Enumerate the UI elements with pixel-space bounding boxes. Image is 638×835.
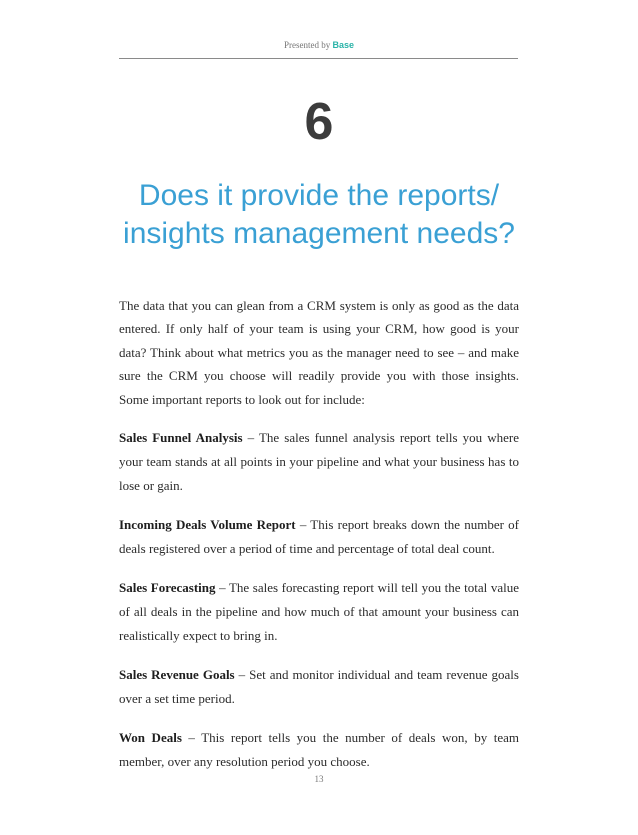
chapter-title-line-2: insights management needs? <box>123 217 515 250</box>
report-description: – This report tells you the number of deals won, by team member, over any resolution period you choose. <box>119 730 519 770</box>
chapter-number: 6 <box>304 93 334 151</box>
report-item-sales-forecasting <box>119 576 519 648</box>
report-description: – The sales forecasting report will tell you the total value of all deals in the pipeline and how much of that amount your business can realistically expect to bring in. <box>119 580 519 644</box>
report-term: Sales Revenue Goals <box>119 667 235 683</box>
chapter-title-line-1: Does it provide the reports/ <box>138 179 500 212</box>
report-term: Incoming Deals Volume Report <box>119 517 296 533</box>
report-item-won-deals <box>119 726 519 774</box>
body-content <box>119 294 519 774</box>
report-item-incoming-deals-volume <box>119 513 519 561</box>
chapter-title <box>0 177 638 253</box>
page-header <box>0 40 638 50</box>
report-description: – This report breaks down the number of deals registered over a period of time and percentage of total deal count. <box>119 517 520 557</box>
header-divider <box>119 58 518 59</box>
report-term: Sales Funnel Analysis <box>119 430 243 446</box>
page-number: 13 <box>314 774 324 784</box>
report-item-sales-funnel-analysis <box>119 426 519 498</box>
report-term: Won Deals <box>119 730 182 746</box>
header-prefix: Presented by <box>283 40 331 50</box>
brand-name: Base <box>332 40 354 50</box>
report-item-sales-revenue-goals <box>119 663 519 711</box>
report-description: – Set and monitor individual and team revenue goals over a set time period. <box>119 667 519 707</box>
report-description: – The sales funnel analysis report tells you where your team stands at all points in your pipeline and what your business has to lose or gain. <box>119 430 519 494</box>
intro-paragraph: The data that you can glean from a CRM system is only as good as the data entered. If only half of your team is using your CRM, how good is your data? Think about what metrics you as the manager need to see – and make sure the CRM you choose will readily provide you with those insights. Some important reports to look out for include: <box>119 298 519 407</box>
report-term: Sales Forecasting <box>119 580 216 596</box>
